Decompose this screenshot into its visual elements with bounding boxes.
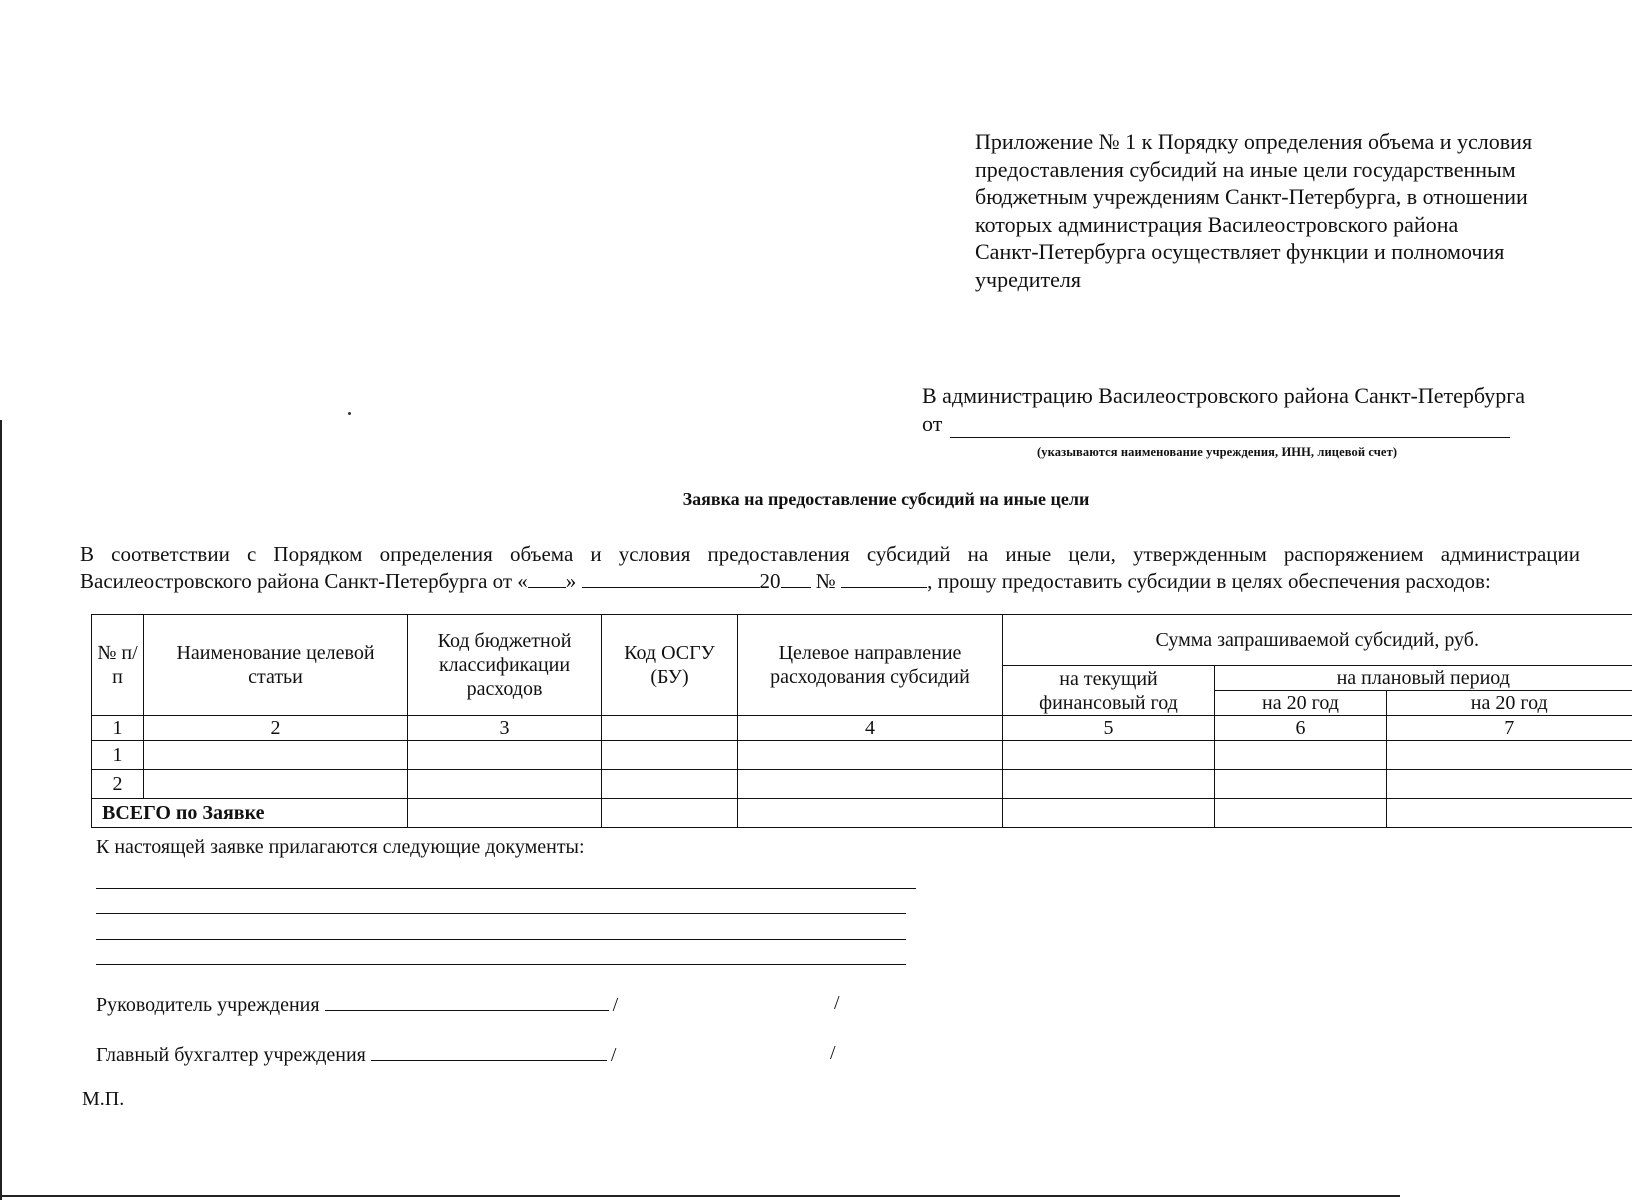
total-row — [92, 799, 1632, 828]
appendix-line: Приложение № 1 к Порядку определения объема и условия — [975, 129, 1533, 154]
col-number: 3 — [408, 716, 602, 741]
intro-line-1: В соответствии с Порядком определения объема и условия предоставления субсидий на иные цели, утвержденным распоряжением администрации — [80, 542, 1580, 566]
appendix-line: бюджетным учреждениям Санкт-Петербурга, в отношении — [975, 184, 1528, 209]
accountant-signature-field[interactable] — [371, 1042, 607, 1061]
column-number-row — [92, 716, 1632, 741]
total-osgu[interactable] — [602, 799, 738, 828]
accountant-signature-row — [96, 1042, 616, 1067]
col-number: 5 — [1003, 716, 1215, 741]
cell-year-1[interactable] — [1215, 770, 1387, 799]
total-year-2[interactable] — [1387, 799, 1632, 828]
cell-current-year[interactable] — [1003, 770, 1215, 799]
head-name-end — [834, 992, 840, 1015]
head-signature-row — [96, 992, 618, 1017]
intro-text-a: Василеостровского района Санкт-Петербурга от « — [80, 569, 528, 593]
intro-text-c: 20 — [759, 569, 781, 593]
month-field[interactable] — [582, 567, 760, 588]
intro-text-b: » — [565, 569, 577, 593]
intro-line-2 — [80, 567, 1580, 594]
header-osgu: Код ОСГУ (БУ) — [602, 615, 738, 716]
row-number: 1 — [92, 741, 144, 770]
total-purpose[interactable] — [738, 799, 1003, 828]
table-row — [92, 741, 1632, 770]
header-purpose: Целевое направление расходования субсидий — [738, 615, 1003, 716]
intro-text-e: , прошу предоставить субсидии в целях обеспечения расходов: — [927, 569, 1491, 593]
signature-slash: / — [830, 1042, 836, 1064]
attachment-line[interactable] — [96, 913, 906, 914]
accountant-name-end — [830, 1042, 836, 1065]
total-kbk[interactable] — [408, 799, 602, 828]
cell-year-1[interactable] — [1215, 741, 1387, 770]
signature-slash: / — [834, 992, 840, 1014]
table-row — [92, 770, 1632, 799]
cell-purpose[interactable] — [738, 741, 1003, 770]
cell-name[interactable] — [144, 770, 408, 799]
col-number — [602, 716, 738, 741]
header-name: Наименование целевой статьи — [144, 615, 408, 716]
appendix-note — [975, 128, 1595, 293]
attachments-label: К настоящей заявке прилагаются следующие документы: — [96, 836, 585, 858]
col-number: 4 — [738, 716, 1003, 741]
cell-kbk[interactable] — [408, 770, 602, 799]
recipient-block — [922, 382, 1642, 466]
header-kbk: Код бюджетной классификации расходов — [408, 615, 602, 716]
header-current-year: на текущий финансовый год — [1003, 666, 1215, 716]
head-signature-label: Руководитель учреждения — [96, 994, 320, 1016]
total-current-year[interactable] — [1003, 799, 1215, 828]
row-number: 2 — [92, 770, 144, 799]
attachment-line[interactable] — [96, 888, 916, 889]
col-number: 6 — [1215, 716, 1387, 741]
recipient-from-label: от — [922, 411, 943, 436]
attachment-line[interactable] — [96, 939, 906, 940]
document-title: Заявка на предоставление субсидий на иные цели — [682, 489, 1090, 509]
recipient-from-row — [922, 410, 1642, 438]
header-num: № п/п — [92, 615, 144, 716]
appendix-line: предоставления субсидий на иные цели государственным — [975, 156, 1516, 182]
attachment-line[interactable] — [96, 964, 906, 965]
accountant-signature-label: Главный бухгалтер учреждения — [96, 1044, 366, 1066]
request-table — [91, 614, 1632, 828]
header-year-1: на 20 год — [1215, 691, 1387, 716]
signature-slash: / — [612, 994, 619, 1016]
signature-slash: / — [610, 1044, 617, 1066]
day-field[interactable] — [528, 567, 566, 588]
cell-current-year[interactable] — [1003, 741, 1215, 770]
intro-text-d: № — [815, 569, 836, 593]
page-edge-left — [0, 420, 2, 1200]
appendix-line: Санкт-Петербурга осуществляет функции и полномочия — [975, 239, 1505, 264]
head-signature-field[interactable] — [325, 992, 609, 1011]
appendix-line: учредителя — [975, 266, 1081, 292]
cell-name[interactable] — [144, 741, 408, 770]
cell-purpose[interactable] — [738, 770, 1003, 799]
total-year-1[interactable] — [1215, 799, 1387, 828]
order-number-field[interactable] — [841, 567, 927, 588]
cell-year-2[interactable] — [1387, 741, 1632, 770]
header-planned: на плановый период — [1215, 666, 1632, 691]
cell-year-2[interactable] — [1387, 770, 1632, 799]
recipient-from-field[interactable] — [950, 415, 1510, 438]
scan-speck — [348, 412, 351, 415]
cell-osgu[interactable] — [602, 770, 738, 799]
col-number: 2 — [144, 716, 408, 741]
appendix-line: которых администрация Василеостровского района — [975, 211, 1459, 237]
recipient-to: В администрацию Василеостровского района Санкт-Петербурга — [922, 383, 1526, 408]
recipient-hint: (указываются наименование учреждения, ИНН, лицевой счет) — [1037, 445, 1398, 459]
page-edge-bottom — [0, 1195, 1400, 1197]
header-year-2: на 20 год — [1387, 691, 1632, 716]
total-label: ВСЕГО по Заявке — [92, 799, 408, 828]
cell-kbk[interactable] — [408, 741, 602, 770]
stamp-place: М.П. — [82, 1088, 125, 1110]
intro-paragraph — [80, 542, 1580, 594]
year-field[interactable] — [781, 567, 811, 588]
cell-osgu[interactable] — [602, 741, 738, 770]
col-number: 7 — [1387, 716, 1632, 741]
header-sum: Сумма запрашиваемой субсидий, руб. — [1003, 615, 1632, 666]
col-number: 1 — [92, 716, 144, 741]
